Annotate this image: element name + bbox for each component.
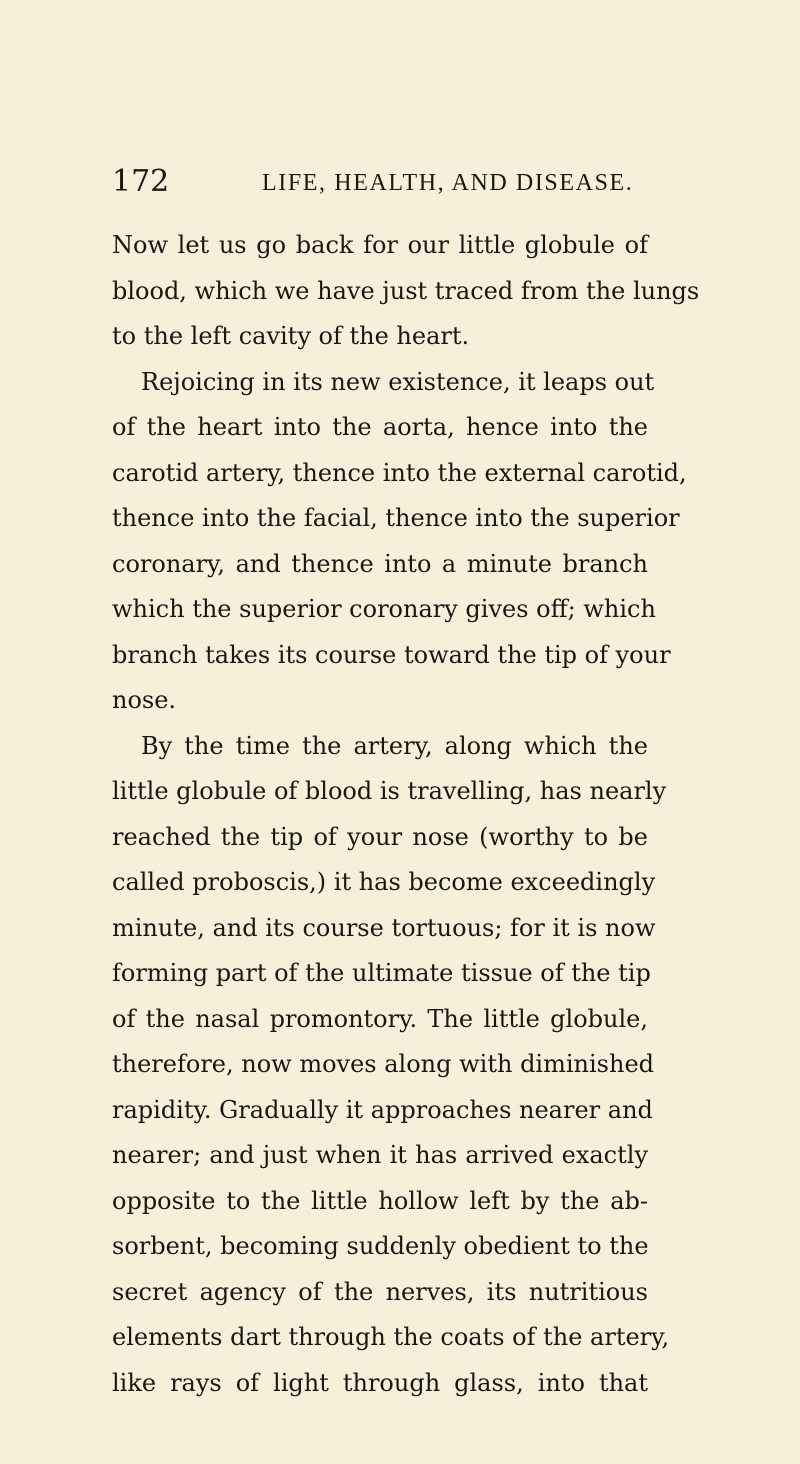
text-line: of the nasal promontory. The little globule, (112, 1004, 648, 1033)
text-line: sorbent, becoming suddenly obedient to the (112, 1232, 649, 1260)
running-title: LIFE, HEALTH, AND DISEASE. (262, 170, 634, 196)
text-line: secret agency of the nerves, its nutritious (112, 1277, 648, 1306)
text-line: which the superior coronary gives off; which (112, 595, 656, 623)
text-line: branch takes its course toward the tip of your (112, 640, 671, 669)
text-line: little globule of blood is travelling, has nearly (112, 777, 667, 805)
text-line: thence into the facial, thence into the superior (112, 504, 680, 532)
text-line: forming part of the ultimate tissue of the tip (112, 959, 651, 987)
text-line: reached the tip of your nose (worthy to be (112, 822, 648, 851)
text-line: carotid artery, thence into the external carotid, (112, 458, 687, 487)
text-line: therefore, now moves along with diminished (112, 1050, 655, 1078)
body-text (112, 223, 700, 1406)
text-line: Rejoicing in its new existence, it leaps out (141, 367, 655, 396)
text-line: Now let us go back for our little globule of (112, 231, 648, 259)
text-line: called proboscis,) it has become exceedingly (112, 868, 656, 896)
text-line: minute, and its course tortuous; for it is now (112, 913, 656, 942)
page-number: 172 (112, 164, 170, 199)
text-line: opposite to the little hollow left by the ab- (112, 1186, 648, 1215)
text-line: like rays of light through glass, into that (112, 1368, 648, 1397)
text-line: elements dart through the coats of the artery, (112, 1323, 670, 1351)
text-line: nose. (112, 686, 177, 714)
text-line: to the left cavity of the heart. (112, 322, 470, 350)
text-line: coronary, and thence into a minute branch (112, 549, 648, 578)
text-line: rapidity. Gradually it approaches nearer and (112, 1095, 653, 1124)
text-line: blood, which we have just traced from the lungs (112, 276, 700, 305)
text-line: nearer; and just when it has arrived exactly (112, 1141, 648, 1169)
text-line: of the heart into the aorta, hence into the (112, 413, 648, 441)
running-head (112, 162, 652, 202)
text-line: By the time the artery, along which the (141, 731, 648, 760)
